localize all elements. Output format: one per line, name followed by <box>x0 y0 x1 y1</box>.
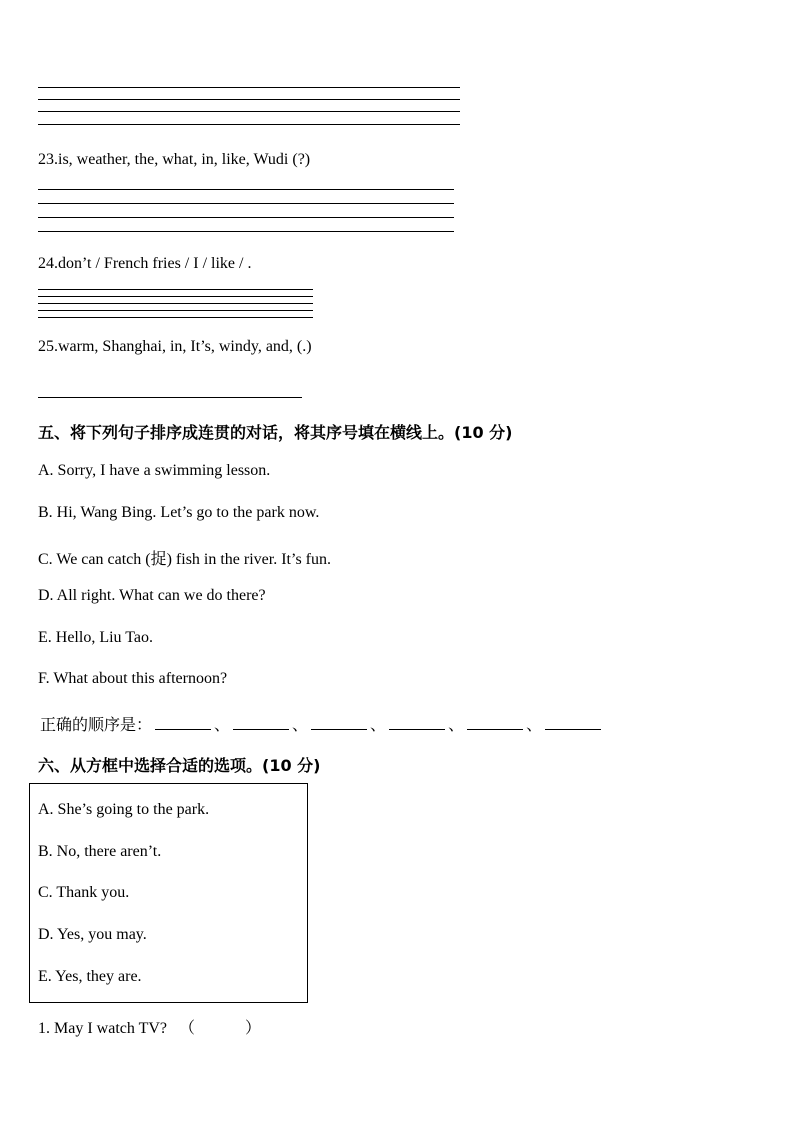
answer-line <box>38 203 454 204</box>
section-6-heading: 六、从方框中选择合适的选项。(10 分) <box>38 756 321 775</box>
order-answer-row <box>40 712 604 735</box>
question-25 <box>38 338 312 356</box>
question-number: 24 <box>38 255 54 272</box>
order-blank-1[interactable] <box>155 715 211 730</box>
answer-line <box>38 189 454 190</box>
separator: 、 <box>292 715 309 734</box>
answer-line <box>38 289 313 290</box>
order-label: 正确的顺序是： <box>40 715 153 734</box>
answer-line <box>38 99 460 100</box>
question-text: .is, weather, the, what, in, like, Wudi (?) <box>54 151 311 168</box>
order-blank-2[interactable] <box>233 715 289 730</box>
question-number: 25 <box>38 338 54 355</box>
separator: 、 <box>214 715 231 734</box>
dialogue-option-f: F. What about this afternoon? <box>38 670 228 687</box>
dialogue-option-e: E. Hello, Liu Tao. <box>38 629 154 646</box>
answer-line <box>38 397 302 398</box>
order-blank-3[interactable] <box>311 715 367 730</box>
dialogue-option-b: B. Hi, Wang Bing. Let’s go to the park now. <box>38 504 320 521</box>
box-option-c: C. Thank you. <box>38 884 130 901</box>
box-option-e: E. Yes, they are. <box>38 968 142 985</box>
separator: 、 <box>370 715 387 734</box>
question-1 <box>38 1015 261 1038</box>
answer-line <box>38 303 313 304</box>
answer-line <box>38 111 460 112</box>
answer-open-paren: （ <box>179 1018 196 1037</box>
answer-line <box>38 310 313 311</box>
dialogue-option-c: C. We can catch (捉) fish in the river. It’s fun. <box>38 551 332 568</box>
answer-line <box>38 217 454 218</box>
answer-line <box>38 317 313 318</box>
answer-line <box>38 296 313 297</box>
question-text: .warm, Shanghai, in, It’s, windy, and, (.) <box>54 338 312 355</box>
answer-line <box>38 231 454 232</box>
answer-line <box>38 124 460 125</box>
box-option-a: A. She’s going to the park. <box>38 801 210 818</box>
order-blank-6[interactable] <box>545 715 601 730</box>
question-text: .don’t / French fries / I / like / . <box>54 255 252 272</box>
box-option-d: D. Yes, you may. <box>38 926 147 943</box>
question-24 <box>38 255 251 273</box>
dialogue-option-a: A. Sorry, I have a swimming lesson. <box>38 462 271 479</box>
answer-line <box>38 87 460 88</box>
box-option-b: B. No, there aren’t. <box>38 843 162 860</box>
question-text: 1. May I watch TV? <box>38 1020 167 1037</box>
dialogue-option-d: D. All right. What can we do there? <box>38 587 266 604</box>
question-number: 23 <box>38 151 54 168</box>
order-blank-4[interactable] <box>389 715 445 730</box>
order-blank-5[interactable] <box>467 715 523 730</box>
question-23 <box>38 151 310 169</box>
separator: 、 <box>526 715 543 734</box>
separator: 、 <box>448 715 465 734</box>
section-5-heading: 五、将下列句子排序成连贯的对话，将其序号填在横线上。(10 分) <box>38 423 513 442</box>
answer-close-paren: ） <box>245 1018 262 1037</box>
